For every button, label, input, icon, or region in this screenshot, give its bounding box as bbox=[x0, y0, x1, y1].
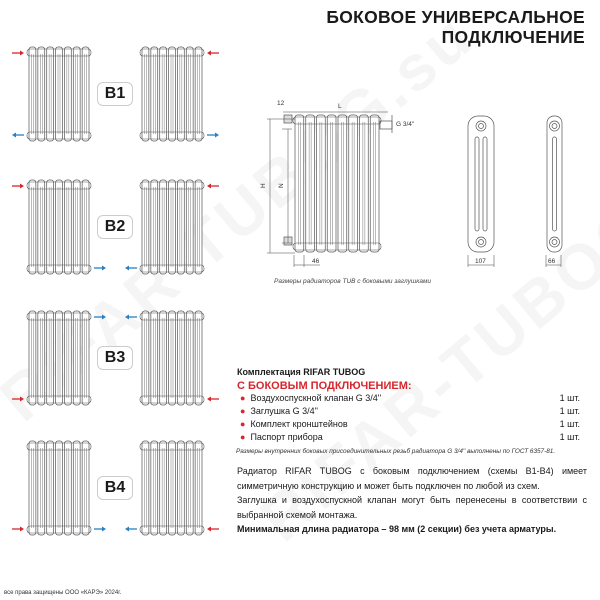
return-arrow-icon bbox=[125, 315, 137, 320]
kit-item-label: Паспорт прибора bbox=[250, 432, 323, 442]
kit-item-qty: 1 шт. bbox=[559, 432, 580, 442]
kit-item bbox=[240, 406, 580, 416]
description-p2: Заглушка и воздухоспускной клапан могут быть перенесены в соответствии с выбранной схемой монтажа. bbox=[237, 495, 587, 520]
dim-L: L bbox=[338, 103, 342, 110]
technical-drawing bbox=[250, 95, 590, 285]
kit-item bbox=[240, 419, 580, 429]
kit-item-name bbox=[240, 393, 381, 403]
radiator-right bbox=[140, 180, 204, 274]
radiator-left bbox=[27, 47, 91, 141]
bullet-icon: ● bbox=[240, 432, 246, 442]
dim-46: 46 bbox=[312, 258, 320, 265]
supply-arrow-icon bbox=[207, 397, 219, 402]
scheme-b3 bbox=[0, 306, 225, 416]
radiator-left bbox=[27, 441, 91, 535]
title-line-1: БОКОВОЕ УНИВЕРСАЛЬНОЕ bbox=[326, 7, 585, 27]
kit-item-qty: 1 шт. bbox=[559, 393, 580, 403]
kit-subtitle: С БОКОВЫМ ПОДКЛЮЧЕНИЕМ: bbox=[237, 380, 412, 392]
supply-arrow-icon bbox=[12, 184, 24, 189]
dim-N: N bbox=[278, 183, 285, 188]
copyright: все права защищены ООО «КАРЭ» 2024г. bbox=[4, 590, 122, 596]
supply-arrow-icon bbox=[207, 184, 219, 189]
radiator-side-view-66 bbox=[547, 116, 562, 252]
scheme-b4 bbox=[0, 436, 225, 546]
scheme-b2 bbox=[0, 175, 225, 285]
kit-item-label: Комплект кронштейнов bbox=[250, 419, 348, 429]
page-title bbox=[326, 7, 585, 47]
scheme-label: B1 bbox=[97, 82, 133, 106]
kit-item-label: Заглушка G 3/4'' bbox=[250, 406, 319, 416]
description-p1: Радиатор RIFAR TUBOG с боковым подключением (схемы B1-B4) имеет симметричную конструкцию и может быть подключен по любой из схем. bbox=[237, 466, 587, 491]
kit-item-qty: 1 шт. bbox=[559, 419, 580, 429]
supply-arrow-icon bbox=[207, 51, 219, 56]
return-arrow-icon bbox=[207, 133, 219, 138]
bullet-icon: ● bbox=[240, 419, 246, 429]
thread-label: G 3/4'' bbox=[396, 121, 415, 128]
supply-arrow-icon bbox=[12, 527, 24, 532]
return-arrow-icon bbox=[125, 266, 137, 271]
kit-item bbox=[240, 393, 580, 403]
radiator-left bbox=[27, 180, 91, 274]
radiator-right bbox=[140, 441, 204, 535]
dim-107: 107 bbox=[475, 258, 486, 265]
scheme-label: B2 bbox=[97, 215, 133, 239]
radiator-right bbox=[140, 47, 204, 141]
kit-item-name bbox=[240, 432, 323, 442]
return-arrow-icon bbox=[94, 527, 106, 532]
dim-H: H bbox=[260, 183, 267, 188]
scheme-b1 bbox=[0, 42, 225, 152]
title-line-2: ПОДКЛЮЧЕНИЕ bbox=[441, 27, 585, 47]
return-arrow-icon bbox=[94, 266, 106, 271]
bullet-icon: ● bbox=[240, 406, 246, 416]
dim-12: 12 bbox=[277, 100, 285, 107]
kit-item-name bbox=[240, 419, 348, 429]
radiator-left bbox=[27, 311, 91, 405]
radiator-side-view-107 bbox=[468, 116, 494, 252]
description-p3: Минимальная длина радиатора – 98 мм (2 секции) без учета арматуры. bbox=[237, 524, 557, 534]
supply-arrow-icon bbox=[207, 527, 219, 532]
radiator-right bbox=[140, 311, 204, 405]
kit-title: Комплектация RIFAR TUBOG bbox=[237, 367, 366, 377]
scheme-label: B3 bbox=[97, 346, 133, 370]
return-arrow-icon bbox=[12, 133, 24, 138]
supply-arrow-icon bbox=[12, 51, 24, 56]
supply-arrow-icon bbox=[12, 397, 24, 402]
kit-item-name bbox=[240, 406, 318, 416]
dim-66: 66 bbox=[548, 258, 556, 265]
scheme-label: B4 bbox=[97, 476, 133, 500]
kit-item-label: Воздухоспускной клапан G 3/4'' bbox=[250, 393, 382, 403]
kit-item bbox=[240, 432, 580, 442]
bullet-icon: ● bbox=[240, 393, 246, 403]
drawing-caption: Размеры радиаторов TUB с боковыми заглушками bbox=[274, 278, 432, 285]
radiator-front-view bbox=[284, 115, 392, 252]
return-arrow-icon bbox=[125, 527, 137, 532]
kit-note: Размеры внутренних боковых присоединительных резьб радиатора G 3/4'' выполнены по ГОСТ 6357-81. bbox=[236, 448, 556, 455]
return-arrow-icon bbox=[94, 315, 106, 320]
kit-item-qty: 1 шт. bbox=[559, 406, 580, 416]
